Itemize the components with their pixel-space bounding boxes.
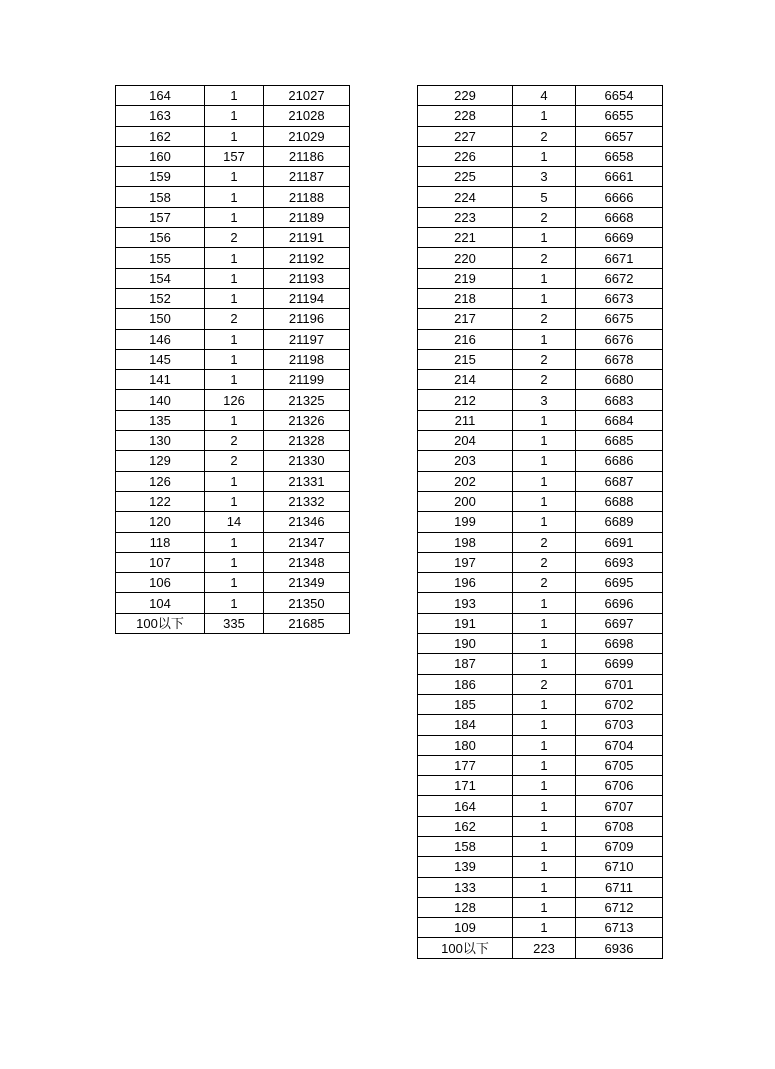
count-cell: 1: [513, 715, 576, 735]
score-cell: 215: [418, 349, 513, 369]
table-row: [418, 390, 663, 410]
score-cell: 100以下: [116, 613, 205, 633]
cumulative-cell: 6655: [576, 106, 663, 126]
cumulative-cell: 21350: [264, 593, 350, 613]
cumulative-cell: 21028: [264, 106, 350, 126]
count-cell: 1: [513, 268, 576, 288]
count-cell: 1: [205, 207, 264, 227]
count-cell: 1: [513, 288, 576, 308]
table-row: [116, 573, 350, 593]
cumulative-cell: 6654: [576, 86, 663, 106]
table-row: [418, 370, 663, 390]
cumulative-cell: 21347: [264, 532, 350, 552]
count-cell: 1: [205, 268, 264, 288]
table-row: [418, 349, 663, 369]
score-cell: 155: [116, 248, 205, 268]
table-row: [418, 918, 663, 938]
count-cell: 1: [513, 512, 576, 532]
count-cell: 2: [513, 532, 576, 552]
cumulative-cell: 6668: [576, 207, 663, 227]
table-row: [116, 532, 350, 552]
count-cell: 1: [205, 167, 264, 187]
score-cell: 229: [418, 86, 513, 106]
cumulative-cell: 21685: [264, 613, 350, 633]
score-cell: 225: [418, 167, 513, 187]
count-cell: 2: [205, 309, 264, 329]
score-cell: 227: [418, 126, 513, 146]
count-cell: 1: [513, 776, 576, 796]
score-cell: 196: [418, 573, 513, 593]
score-cell: 128: [418, 897, 513, 917]
cumulative-cell: 6703: [576, 715, 663, 735]
score-cell: 200: [418, 491, 513, 511]
count-cell: 2: [513, 552, 576, 572]
cumulative-cell: 21326: [264, 410, 350, 430]
table-row: [116, 593, 350, 613]
cumulative-cell: 6710: [576, 857, 663, 877]
count-cell: 1: [205, 532, 264, 552]
count-cell: 335: [205, 613, 264, 633]
cumulative-cell: 21189: [264, 207, 350, 227]
score-cell: 226: [418, 146, 513, 166]
table-row: [116, 126, 350, 146]
count-cell: 2: [513, 573, 576, 593]
count-cell: 1: [513, 836, 576, 856]
count-cell: 1: [513, 451, 576, 471]
score-cell: 221: [418, 228, 513, 248]
score-table-right-body: [418, 86, 663, 959]
table-row: [116, 86, 350, 106]
count-cell: 1: [205, 471, 264, 491]
table-row: [418, 694, 663, 714]
table-row: [418, 126, 663, 146]
cumulative-cell: 6691: [576, 532, 663, 552]
table-row: [418, 715, 663, 735]
cumulative-cell: 6661: [576, 167, 663, 187]
score-cell: 217: [418, 309, 513, 329]
cumulative-cell: 21191: [264, 228, 350, 248]
table-row: [116, 613, 350, 633]
cumulative-cell: 21194: [264, 288, 350, 308]
count-cell: 1: [205, 126, 264, 146]
table-row: [418, 167, 663, 187]
count-cell: 157: [205, 146, 264, 166]
table-row: [418, 593, 663, 613]
table-row: [116, 167, 350, 187]
count-cell: 2: [513, 349, 576, 369]
table-row: [116, 288, 350, 308]
table-row: [418, 512, 663, 532]
count-cell: 1: [513, 410, 576, 430]
score-cell: 185: [418, 694, 513, 714]
table-row: [418, 309, 663, 329]
cumulative-cell: 6672: [576, 268, 663, 288]
table-row: [116, 491, 350, 511]
count-cell: 1: [205, 349, 264, 369]
table-row: [116, 146, 350, 166]
table-row: [418, 776, 663, 796]
score-cell: 220: [418, 248, 513, 268]
score-cell: 163: [116, 106, 205, 126]
table-row: [418, 410, 663, 430]
score-cell: 107: [116, 552, 205, 572]
score-cell: 106: [116, 573, 205, 593]
table-row: [116, 349, 350, 369]
score-table-left-body: [116, 86, 350, 634]
score-cell: 152: [116, 288, 205, 308]
cumulative-cell: 21186: [264, 146, 350, 166]
score-cell: 158: [116, 187, 205, 207]
score-cell: 120: [116, 512, 205, 532]
count-cell: 1: [513, 654, 576, 674]
table-row: [418, 329, 663, 349]
score-cell: 140: [116, 390, 205, 410]
cumulative-cell: 6684: [576, 410, 663, 430]
table-row: [418, 248, 663, 268]
cumulative-cell: 6689: [576, 512, 663, 532]
count-cell: 1: [205, 552, 264, 572]
cumulative-cell: 6669: [576, 228, 663, 248]
score-cell: 191: [418, 613, 513, 633]
score-cell: 162: [418, 816, 513, 836]
score-cell: 187: [418, 654, 513, 674]
cumulative-cell: 6695: [576, 573, 663, 593]
cumulative-cell: 21029: [264, 126, 350, 146]
cumulative-cell: 21348: [264, 552, 350, 572]
table-row: [418, 268, 663, 288]
count-cell: 3: [513, 390, 576, 410]
cumulative-cell: 6688: [576, 491, 663, 511]
count-cell: 1: [205, 248, 264, 268]
table-row: [418, 146, 663, 166]
cumulative-cell: 6666: [576, 187, 663, 207]
cumulative-cell: 6686: [576, 451, 663, 471]
table-row: [116, 471, 350, 491]
count-cell: 1: [205, 86, 264, 106]
count-cell: 1: [513, 471, 576, 491]
cumulative-cell: 6701: [576, 674, 663, 694]
table-row: [418, 735, 663, 755]
count-cell: 2: [513, 248, 576, 268]
table-row: [418, 491, 663, 511]
score-cell: 197: [418, 552, 513, 572]
score-cell: 224: [418, 187, 513, 207]
cumulative-cell: 21196: [264, 309, 350, 329]
table-row: [418, 86, 663, 106]
count-cell: 126: [205, 390, 264, 410]
table-row: [418, 897, 663, 917]
score-cell: 109: [418, 918, 513, 938]
cumulative-cell: 6676: [576, 329, 663, 349]
table-row: [418, 431, 663, 451]
cumulative-cell: 6699: [576, 654, 663, 674]
count-cell: 2: [513, 126, 576, 146]
count-cell: 1: [205, 370, 264, 390]
count-cell: 1: [205, 288, 264, 308]
cumulative-cell: 6657: [576, 126, 663, 146]
count-cell: 1: [513, 735, 576, 755]
score-cell: 126: [116, 471, 205, 491]
table-row: [116, 207, 350, 227]
score-cell: 186: [418, 674, 513, 694]
count-cell: 2: [513, 370, 576, 390]
table-row: [116, 268, 350, 288]
count-cell: 1: [513, 897, 576, 917]
table-row: [116, 552, 350, 572]
table-row: [418, 857, 663, 877]
score-table-left: [115, 85, 350, 634]
table-row: [418, 451, 663, 471]
count-cell: 1: [513, 593, 576, 613]
table-row: [418, 634, 663, 654]
cumulative-cell: 21027: [264, 86, 350, 106]
cumulative-cell: 6675: [576, 309, 663, 329]
score-cell: 154: [116, 268, 205, 288]
count-cell: 1: [513, 613, 576, 633]
score-cell: 180: [418, 735, 513, 755]
score-cell: 156: [116, 228, 205, 248]
count-cell: 1: [513, 857, 576, 877]
cumulative-cell: 6685: [576, 431, 663, 451]
table-row: [418, 228, 663, 248]
cumulative-cell: 21325: [264, 390, 350, 410]
table-row: [418, 816, 663, 836]
cumulative-cell: 21346: [264, 512, 350, 532]
table-row: [116, 329, 350, 349]
score-cell: 171: [418, 776, 513, 796]
score-cell: 150: [116, 309, 205, 329]
score-cell: 162: [116, 126, 205, 146]
count-cell: 1: [513, 877, 576, 897]
score-cell: 203: [418, 451, 513, 471]
cumulative-cell: 21193: [264, 268, 350, 288]
count-cell: 223: [513, 938, 576, 958]
cumulative-cell: 21188: [264, 187, 350, 207]
table-row: [418, 532, 663, 552]
count-cell: 2: [205, 431, 264, 451]
table-row: [116, 512, 350, 532]
cumulative-cell: 6702: [576, 694, 663, 714]
count-cell: 1: [513, 694, 576, 714]
count-cell: 1: [205, 106, 264, 126]
count-cell: 1: [205, 491, 264, 511]
table-row: [116, 390, 350, 410]
score-cell: 219: [418, 268, 513, 288]
table-row: [418, 836, 663, 856]
cumulative-cell: 6713: [576, 918, 663, 938]
count-cell: 1: [205, 329, 264, 349]
count-cell: 1: [513, 431, 576, 451]
score-cell: 157: [116, 207, 205, 227]
count-cell: 5: [513, 187, 576, 207]
count-cell: 1: [513, 146, 576, 166]
table-row: [116, 410, 350, 430]
table-row: [418, 755, 663, 775]
cumulative-cell: 6705: [576, 755, 663, 775]
count-cell: 1: [513, 796, 576, 816]
cumulative-cell: 21330: [264, 451, 350, 471]
score-cell: 212: [418, 390, 513, 410]
table-row: [418, 552, 663, 572]
table-row: [116, 228, 350, 248]
cumulative-cell: 6706: [576, 776, 663, 796]
cumulative-cell: 6708: [576, 816, 663, 836]
cumulative-cell: 6709: [576, 836, 663, 856]
score-cell: 158: [418, 836, 513, 856]
score-cell: 141: [116, 370, 205, 390]
table-row: [418, 938, 663, 958]
score-cell: 133: [418, 877, 513, 897]
count-cell: 4: [513, 86, 576, 106]
cumulative-cell: 6680: [576, 370, 663, 390]
score-cell: 104: [116, 593, 205, 613]
count-cell: 2: [513, 309, 576, 329]
score-cell: 139: [418, 857, 513, 877]
count-cell: 1: [513, 816, 576, 836]
cumulative-cell: 21197: [264, 329, 350, 349]
cumulative-cell: 6696: [576, 593, 663, 613]
score-cell: 145: [116, 349, 205, 369]
score-cell: 160: [116, 146, 205, 166]
count-cell: 2: [513, 207, 576, 227]
cumulative-cell: 6678: [576, 349, 663, 369]
score-cell: 118: [116, 532, 205, 552]
table-row: [418, 674, 663, 694]
table-row: [418, 654, 663, 674]
score-cell: 122: [116, 491, 205, 511]
count-cell: 3: [513, 167, 576, 187]
cumulative-cell: 6658: [576, 146, 663, 166]
cumulative-cell: 21332: [264, 491, 350, 511]
cumulative-cell: 6687: [576, 471, 663, 491]
count-cell: 1: [513, 755, 576, 775]
cumulative-cell: 21187: [264, 167, 350, 187]
cumulative-cell: 6683: [576, 390, 663, 410]
table-row: [116, 370, 350, 390]
score-cell: 214: [418, 370, 513, 390]
cumulative-cell: 6712: [576, 897, 663, 917]
score-cell: 199: [418, 512, 513, 532]
cumulative-cell: 21198: [264, 349, 350, 369]
score-cell: 164: [418, 796, 513, 816]
score-cell: 228: [418, 106, 513, 126]
score-cell: 202: [418, 471, 513, 491]
score-cell: 184: [418, 715, 513, 735]
count-cell: 1: [513, 918, 576, 938]
count-cell: 2: [205, 451, 264, 471]
score-cell: 159: [116, 167, 205, 187]
cumulative-cell: 6936: [576, 938, 663, 958]
table-row: [116, 431, 350, 451]
table-row: [418, 471, 663, 491]
cumulative-cell: 21192: [264, 248, 350, 268]
count-cell: 14: [205, 512, 264, 532]
table-row: [116, 248, 350, 268]
cumulative-cell: 6671: [576, 248, 663, 268]
count-cell: 1: [513, 329, 576, 349]
table-row: [418, 796, 663, 816]
cumulative-cell: 6707: [576, 796, 663, 816]
count-cell: 2: [513, 674, 576, 694]
table-row: [116, 451, 350, 471]
score-cell: 146: [116, 329, 205, 349]
score-table-right: [417, 85, 663, 959]
score-cell: 100以下: [418, 938, 513, 958]
score-cell: 164: [116, 86, 205, 106]
table-row: [418, 106, 663, 126]
count-cell: 1: [513, 106, 576, 126]
score-cell: 198: [418, 532, 513, 552]
count-cell: 1: [205, 410, 264, 430]
count-cell: 1: [205, 573, 264, 593]
score-cell: 135: [116, 410, 205, 430]
score-cell: 218: [418, 288, 513, 308]
count-cell: 1: [205, 187, 264, 207]
score-cell: 193: [418, 593, 513, 613]
table-row: [116, 309, 350, 329]
score-cell: 216: [418, 329, 513, 349]
cumulative-cell: 6704: [576, 735, 663, 755]
score-cell: 204: [418, 431, 513, 451]
score-cell: 130: [116, 431, 205, 451]
cumulative-cell: 6693: [576, 552, 663, 572]
cumulative-cell: 6673: [576, 288, 663, 308]
table-row: [116, 106, 350, 126]
count-cell: 1: [513, 491, 576, 511]
count-cell: 1: [513, 228, 576, 248]
score-cell: 177: [418, 755, 513, 775]
table-row: [418, 288, 663, 308]
cumulative-cell: 6698: [576, 634, 663, 654]
cumulative-cell: 21331: [264, 471, 350, 491]
table-row: [116, 187, 350, 207]
cumulative-cell: 21328: [264, 431, 350, 451]
cumulative-cell: 21199: [264, 370, 350, 390]
cumulative-cell: 21349: [264, 573, 350, 593]
table-row: [418, 207, 663, 227]
count-cell: 1: [513, 634, 576, 654]
score-cell: 190: [418, 634, 513, 654]
table-row: [418, 187, 663, 207]
cumulative-cell: 6711: [576, 877, 663, 897]
table-row: [418, 613, 663, 633]
score-cell: 223: [418, 207, 513, 227]
table-row: [418, 573, 663, 593]
table-row: [418, 877, 663, 897]
count-cell: 1: [205, 593, 264, 613]
count-cell: 2: [205, 228, 264, 248]
score-cell: 129: [116, 451, 205, 471]
score-cell: 211: [418, 410, 513, 430]
cumulative-cell: 6697: [576, 613, 663, 633]
